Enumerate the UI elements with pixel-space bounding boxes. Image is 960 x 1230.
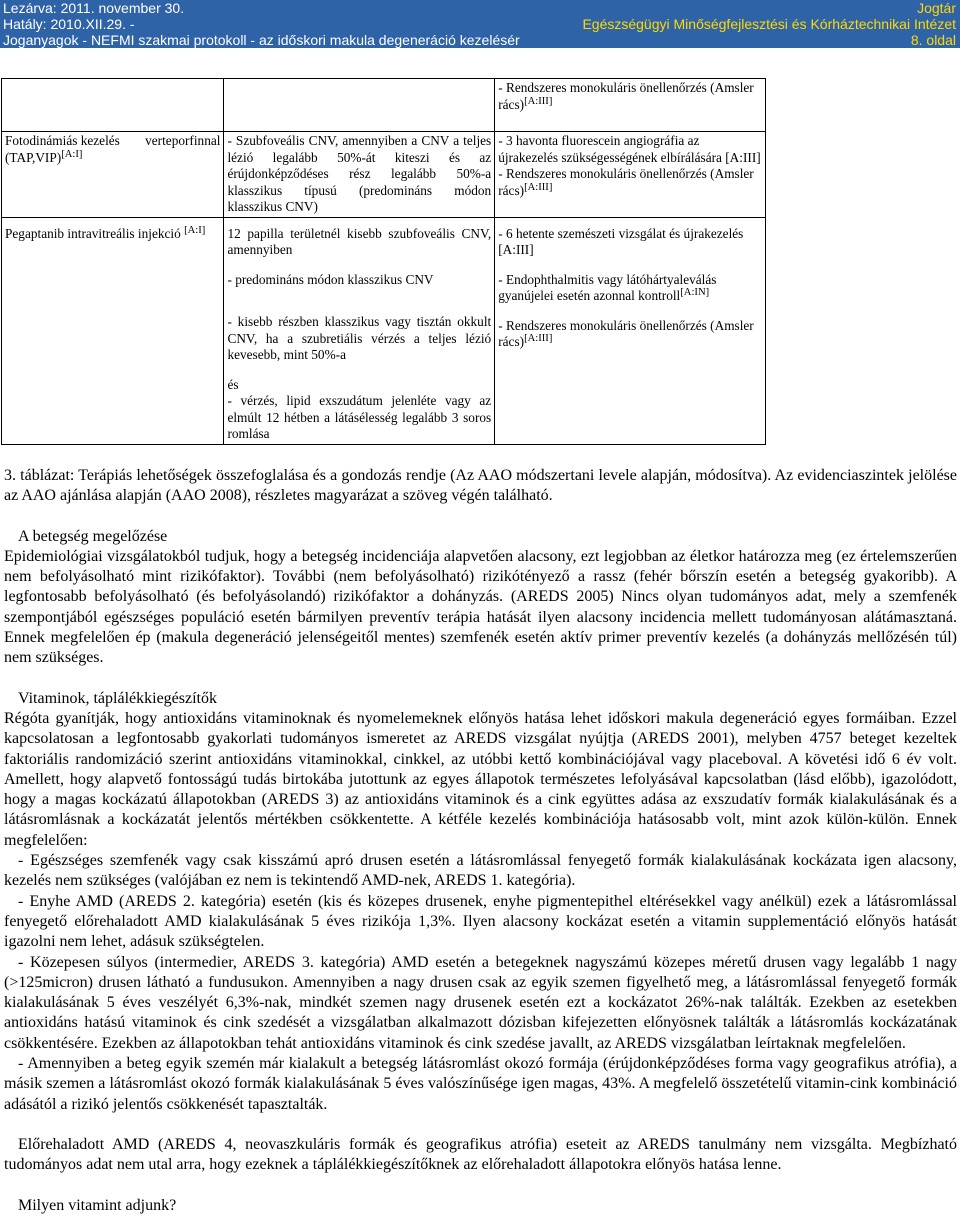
section-heading: Vitaminok, táplálékkiegészítők <box>18 689 217 707</box>
table-cell <box>224 132 495 218</box>
therapy-name: Pegaptanib intravitreális injekció <box>5 225 181 241</box>
indication-text: - vérzés, lipid exszudátum jelenléte vagy az elmúlt 12 hétben a látásélesség legalább 3 soros romlása <box>227 393 492 441</box>
followup-text: - Endophthalmitis vagy látóhártyaleválás gyanújelei esetén azonnal kontroll <box>498 271 717 303</box>
therapy-name: verteporfinnal <box>145 133 221 148</box>
evidence-level: [A:III] <box>524 333 553 345</box>
table-cell <box>2 132 224 218</box>
page-number: 8. oldal <box>910 32 956 48</box>
list-item: - Közepesen súlyos (intermedier, AREDS 3. kategória) AMD esetén a betegeknek nagyszámú közepes méretű drusen vagy legalább 1 nagy (>125micron) drusen látható a fundusukon. Amennyiben a nagy drusen csak az egyik szemen figyelhető meg, a látásromlással fenyegető formák kialakulásának 5 éves veszélyét 6,3%-nak, mindkét szemen nagy drusenek esetén ezt a kockázatot 26%-nak találták. Ezekben az esetekben antioxidáns hatású vitaminok és cink szedését a vizsgálatban alkalmazott dózisban kifejezetten előnyösnek találták a látásromlás kockázatának csökkentésére. Ezekben az állapotokban tehát antioxidáns vitaminok és cink szedése javallt, az AREDS vizsgálatban leírtaknak megfelelően. <box>4 953 957 1052</box>
section-heading: A betegség megelőzése <box>18 527 168 545</box>
followup-text: - Rendszeres monokuláris önellenőrzés (Amsler <box>498 80 754 95</box>
table-cell <box>2 217 224 444</box>
table-cell <box>224 217 495 444</box>
list-item: - Egészséges szemfenék vagy csak kisszámú apró drusen esetén a látásromlással fenyegető formák kialakulásának kockázata igen alacsony, kezelés nem szükséges (valójában ez nem is tekintendő AMD-nek, AREDS 1. kategória). <box>4 852 957 890</box>
table-cell <box>495 217 766 444</box>
table-cell <box>495 132 766 218</box>
closing-date: Lezárva: 2011. november 30. <box>3 0 185 16</box>
table-row <box>2 132 766 218</box>
followup-text: - Rendszeres monokuláris önellenőrzés (Amsler <box>498 317 754 333</box>
document-header <box>0 0 960 48</box>
list-item: - Amennyiben a beteg egyik szemén már kialakult a betegség látásromlást okozó formája (érújdonképződéses forma vagy geografikus atrófia), a másik szemen a látásromlást okozó formák kialakulásának 5 éves valószínűsége igen magas, 43%. A megfelelő összetételű vitamin-cink kombináció adásától a rizikó jelentős csökkenését tapasztalták. <box>4 1055 957 1113</box>
therapy-name: (TAP,VIP) <box>5 149 62 165</box>
paragraph: Epidemiológiai vizsgálatokból tudjuk, hogy a betegség incidenciája alapvetően alacsony, ezt legjobban az életkor határozza meg (ez értelemszerűen nem befolyásolható mint rizikófaktor). További (nem befolyásolható) rizikótényező a rassz (fehér bőrszín esetén a betegség gyakoribb). A legfontosabb befolyásolható (és befolyásolandó) rizikófaktor a dohányzás. (AREDS 2005) Nincs olyan tudományos adat, mely a szemfenék szempontjából egészséges populáció esetén bármilyen preventív terápia hatását ilyen alacsony incidencia mellett tudományosan alátámasztaná. Ennek megfelelően ép (makula degeneráció jelenségeitől mentes) szemfenék esetén aktív primer preventív kezelés (a dohányzás mellőzésén túl) nem szükséges. <box>4 547 957 667</box>
table-caption: 3. táblázat: Terápiás lehetőségek összefoglalása és a gondozás rendje (Az AAO módszertani levele alapján, módosítva). Az evidenciaszintek jelölése az AAO ajánlása alapján (AAO 2008), részletes magyarázat a szöveg végén található. <box>4 467 957 505</box>
followup-text: rács) <box>498 96 525 112</box>
publisher-name: Jogtár <box>917 0 956 16</box>
section-heading: Milyen vitamint adjunk? <box>18 1196 177 1214</box>
indication-text: és <box>227 376 239 392</box>
table-cell <box>2 79 224 132</box>
followup-text: - 6 hetente szemészeti vizsgálat és újrakezelés [A:III] <box>498 225 744 257</box>
institute-name: Egészségügyi Minőségfejlesztési és Kórháztechnikai Intézet <box>582 16 956 32</box>
list-item: - Enyhe AMD (AREDS 2. kategória) esetén (kis és közepes drusenek, enyhe pigmentepithel eltérésekkel vagy anélkül) ezek a látásromlással fenyegető előrehaladott AMD kialakulásának 5 éves rizikója 1,3%. Ilyen alacsony kockázat esetén a vitamin supplementáció előnyös hatását igazolni nem lehet, adásuk szükségtelen. <box>4 892 957 951</box>
followup-text: - 3 havonta fluorescein angiográfia az újrakezelés szükségességének elbírálására [A:III] <box>498 133 761 165</box>
indication-text: 12 papilla területnél kisebb szubfoveális CNV, amennyiben <box>227 225 492 257</box>
followup-text: rács) <box>498 334 525 349</box>
evidence-level: [A:I] <box>61 148 83 160</box>
indication-text: - predomináns módon klasszikus CNV <box>227 271 434 287</box>
table-row <box>2 217 766 444</box>
paragraph: Régóta gyanítják, hogy antioxidáns vitaminoknak és nyomelemeknek előnyös hatása lehet időskori makula degeneráció egyes formáiban. Ezzel kapcsolatosan a legfontosabb gyakorlati tudományos ismeretet az AREDS vizsgálat nyújtja (AREDS 2001), melyben 4757 beteget kezeltek faktoriális randomizáció szerint antioxidáns vitaminokkal, cinkkel, az utóbbi kettő kombinációjával vagy placeboval. A követési idő 6 év volt. Amellett, hogy alapvető fontosságú tudás birtokába jutottunk az egyes állapotok természetes lefolyásával kapcsolatban (lásd előbb), igazolódott, hogy a magas kockázatú állapotokban (AREDS 3) az antioxidáns vitaminok és a cink együttes adása az exszudatív formák kialakulásának és a látásromlásnak a kockázatát jelentős mértékben csökkentette. A kétféle kezelés kombinációja hatásosabb volt, mint azok külön-külön. Ennek megfelelően: <box>4 709 957 849</box>
evidence-level: [A:III] <box>524 95 553 107</box>
paragraph: Előrehaladott AMD (AREDS 4, neovaszkuláris formák és geografikus atrófia) eseteit az AREDS tanulmány nem vizsgálta. Megbízható tudományos adat nem utal arra, hogy ezeknek a táplálékkiegészítőknek az előrehaladott állapotokra előnyös hatása lenne. <box>4 1135 957 1174</box>
therapy-table <box>1 78 766 445</box>
indication-text: - Szubfoveális CNV, amennyiben a CNV a teljes lézió legalább 50%-át kiteszi és az érújdonképződéses rész legalább 50%-a klasszikus típusú (predomináns módon klasszikus CNV) <box>227 133 492 214</box>
followup-text: - Rendszeres monokuláris önellenőrzés (Amsler <box>498 166 754 181</box>
evidence-level: [A:I] <box>184 224 206 236</box>
table-cell <box>495 79 766 132</box>
main-text <box>4 466 957 1216</box>
followup-text: rács) <box>498 182 525 198</box>
effective-date: Hatály: 2010.XII.29. - <box>3 16 135 32</box>
header-right <box>582 0 956 48</box>
evidence-level: [A:III] <box>524 181 553 193</box>
therapy-name: Fotodinámiás kezelés <box>5 133 120 148</box>
header-left <box>3 0 520 48</box>
table-cell <box>224 79 495 132</box>
evidence-level: [A:IN] <box>680 287 710 299</box>
indication-text: - kisebb részben klasszikus vagy tisztán okkult CNV, ha a szubretiális vérzés a teljes lézió kevesebb, mint 50%-a <box>227 314 492 362</box>
document-path: Joganyagok - NEFMI szakmai protokoll - az időskori makula degeneráció kezelésér <box>3 32 520 48</box>
table-row <box>2 79 766 132</box>
